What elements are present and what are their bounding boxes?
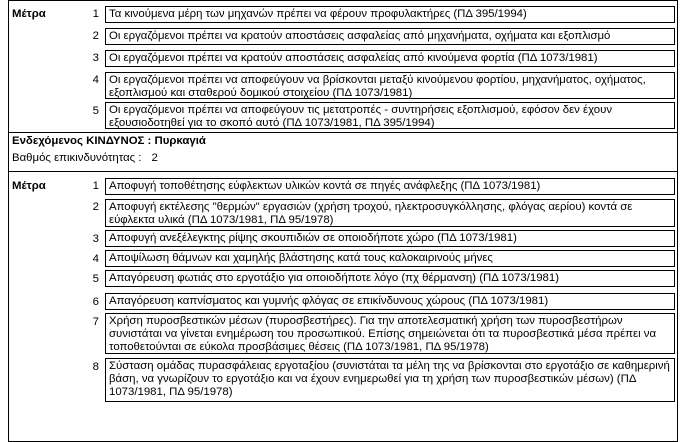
section-divider [9, 132, 677, 133]
measure-text: Σύσταση ομάδας πυρασφάλειας εργοταξίου (συνιστάται τα μέλη της να βρίσκονται στο εργοτάξιο σε καθημερινή βάση, να γνωρίζουν το εργοτάξιο και να έχουν ενημερωθεί για τη χρήση των πυροσβεστικών μέσων) (ΠΔ 1073/1981, ΠΔ 95/1978) [105, 358, 675, 402]
measure-number: 4 [92, 253, 99, 265]
measures-label: Μέτρα [12, 8, 46, 20]
measure-text: Τα κινούμενα μέρη των μηχανών πρέπει να φέρουν προφυλακτήρες (ΠΔ 395/1994) [105, 6, 675, 23]
hazard-degree [12, 152, 158, 164]
section-divider [9, 171, 677, 172]
measure-number: 5 [92, 105, 99, 117]
measure-number: 7 [92, 316, 99, 328]
measure-number: 3 [92, 233, 99, 245]
measure-text: Αποφυγή τοποθέτησης εύφλεκτων υλικών κοντά σε πηγές ανάφλεξης (ΠΔ 1073/1981) [105, 178, 675, 195]
measure-number: 6 [92, 296, 99, 308]
measure-text: Αποψίλωση θάμνων και χαμηλής βλάστησης κατά τους καλοκαιρινούς μήνες [105, 250, 675, 267]
measure-text: Αποφυγή εκτέλεσης "θερμών" εργασιών (χρήση τροχού, ηλεκτροσυγκόλλησης, φλόγας αερίου) κοντά σε εύφλεκτα υλικά (ΠΔ 1073/1981, ΠΔ 95/1978) [105, 199, 675, 227]
measure-number: 8 [92, 361, 99, 373]
hazard-degree-label: Βαθμός επικινδυνότητας : [12, 152, 142, 164]
measure-text: Οι εργαζόμενοι πρέπει να κρατούν αποστάσεις ασφαλείας από κινούμενα φορτία (ΠΔ 1073/1981) [105, 50, 675, 67]
measure-text: Αποφυγή ανεξέλεγκτης ρίψης σκουπιδιών σε οποιοδήποτε χώρο (ΠΔ 1073/1981) [105, 230, 675, 247]
measure-number: 5 [92, 273, 99, 285]
measure-number: 1 [92, 180, 99, 192]
measure-number: 2 [92, 201, 99, 213]
measure-text: Οι εργαζόμενοι πρέπει να κρατούν αποστάσεις ασφαλείας από μηχανήματα, οχήματα και εξοπλισμό [105, 28, 675, 45]
measure-number: 1 [92, 8, 99, 20]
measure-text: Απαγόρευση φωτιάς στο εργοτάξιο για οποιοδήποτε λόγο (πχ θέρμανση) (ΠΔ 1073/1981) [105, 270, 675, 287]
measure-text: Χρήση πυροσβεστικών μέσων (πυροσβεστήρες). Για την αποτελεσματική χρήση των πυροσβεστήρων συνιστάται να γίνεται ενημέρωση του προσωπικού. Επίσης σημειώνεται ότι τα πυροσβεστικά μέσα πρέπει να τοποθετούνται σε εύκολα προσβάσιμες θέσεις (ΠΔ 1073/1981, ΠΔ 95/1978) [105, 313, 675, 354]
hazard-title: Ενδεχόμενος ΚΙΝΔΥΝΟΣ : Πυρκαγιά [12, 135, 206, 147]
measure-text: Απαγόρευση καπνίσματος και γυμνής φλόγας σε επικίνδυνους χώρους (ΠΔ 1073/1981) [105, 293, 675, 310]
measures-label: Μέτρα [12, 180, 46, 192]
measure-number: 2 [92, 30, 99, 42]
measure-number: 4 [92, 74, 99, 86]
measure-number: 3 [92, 52, 99, 64]
measures-table [8, 0, 678, 442]
measure-text: Οι εργαζόμενοι πρέπει να αποφεύγουν να βρίσκονται μεταξύ κινούμενου φορτίου, μηχανήματος, οχήματος, εξοπλισμού και σταθερού δομικού στοιχείου (ΠΔ 1073/1981) [105, 72, 675, 99]
measure-text: Οι εργαζόμενοι πρέπει να αποφεύγουν τις μετατροπές - συντηρήσεις εξοπλισμού, εφόσον δεν έχουν εξουσιοδοτηθεί για το σκοπό αυτό (ΠΔ 1073/1981, ΠΔ 395/1994) [105, 102, 675, 129]
hazard-degree-value: 2 [151, 152, 158, 164]
